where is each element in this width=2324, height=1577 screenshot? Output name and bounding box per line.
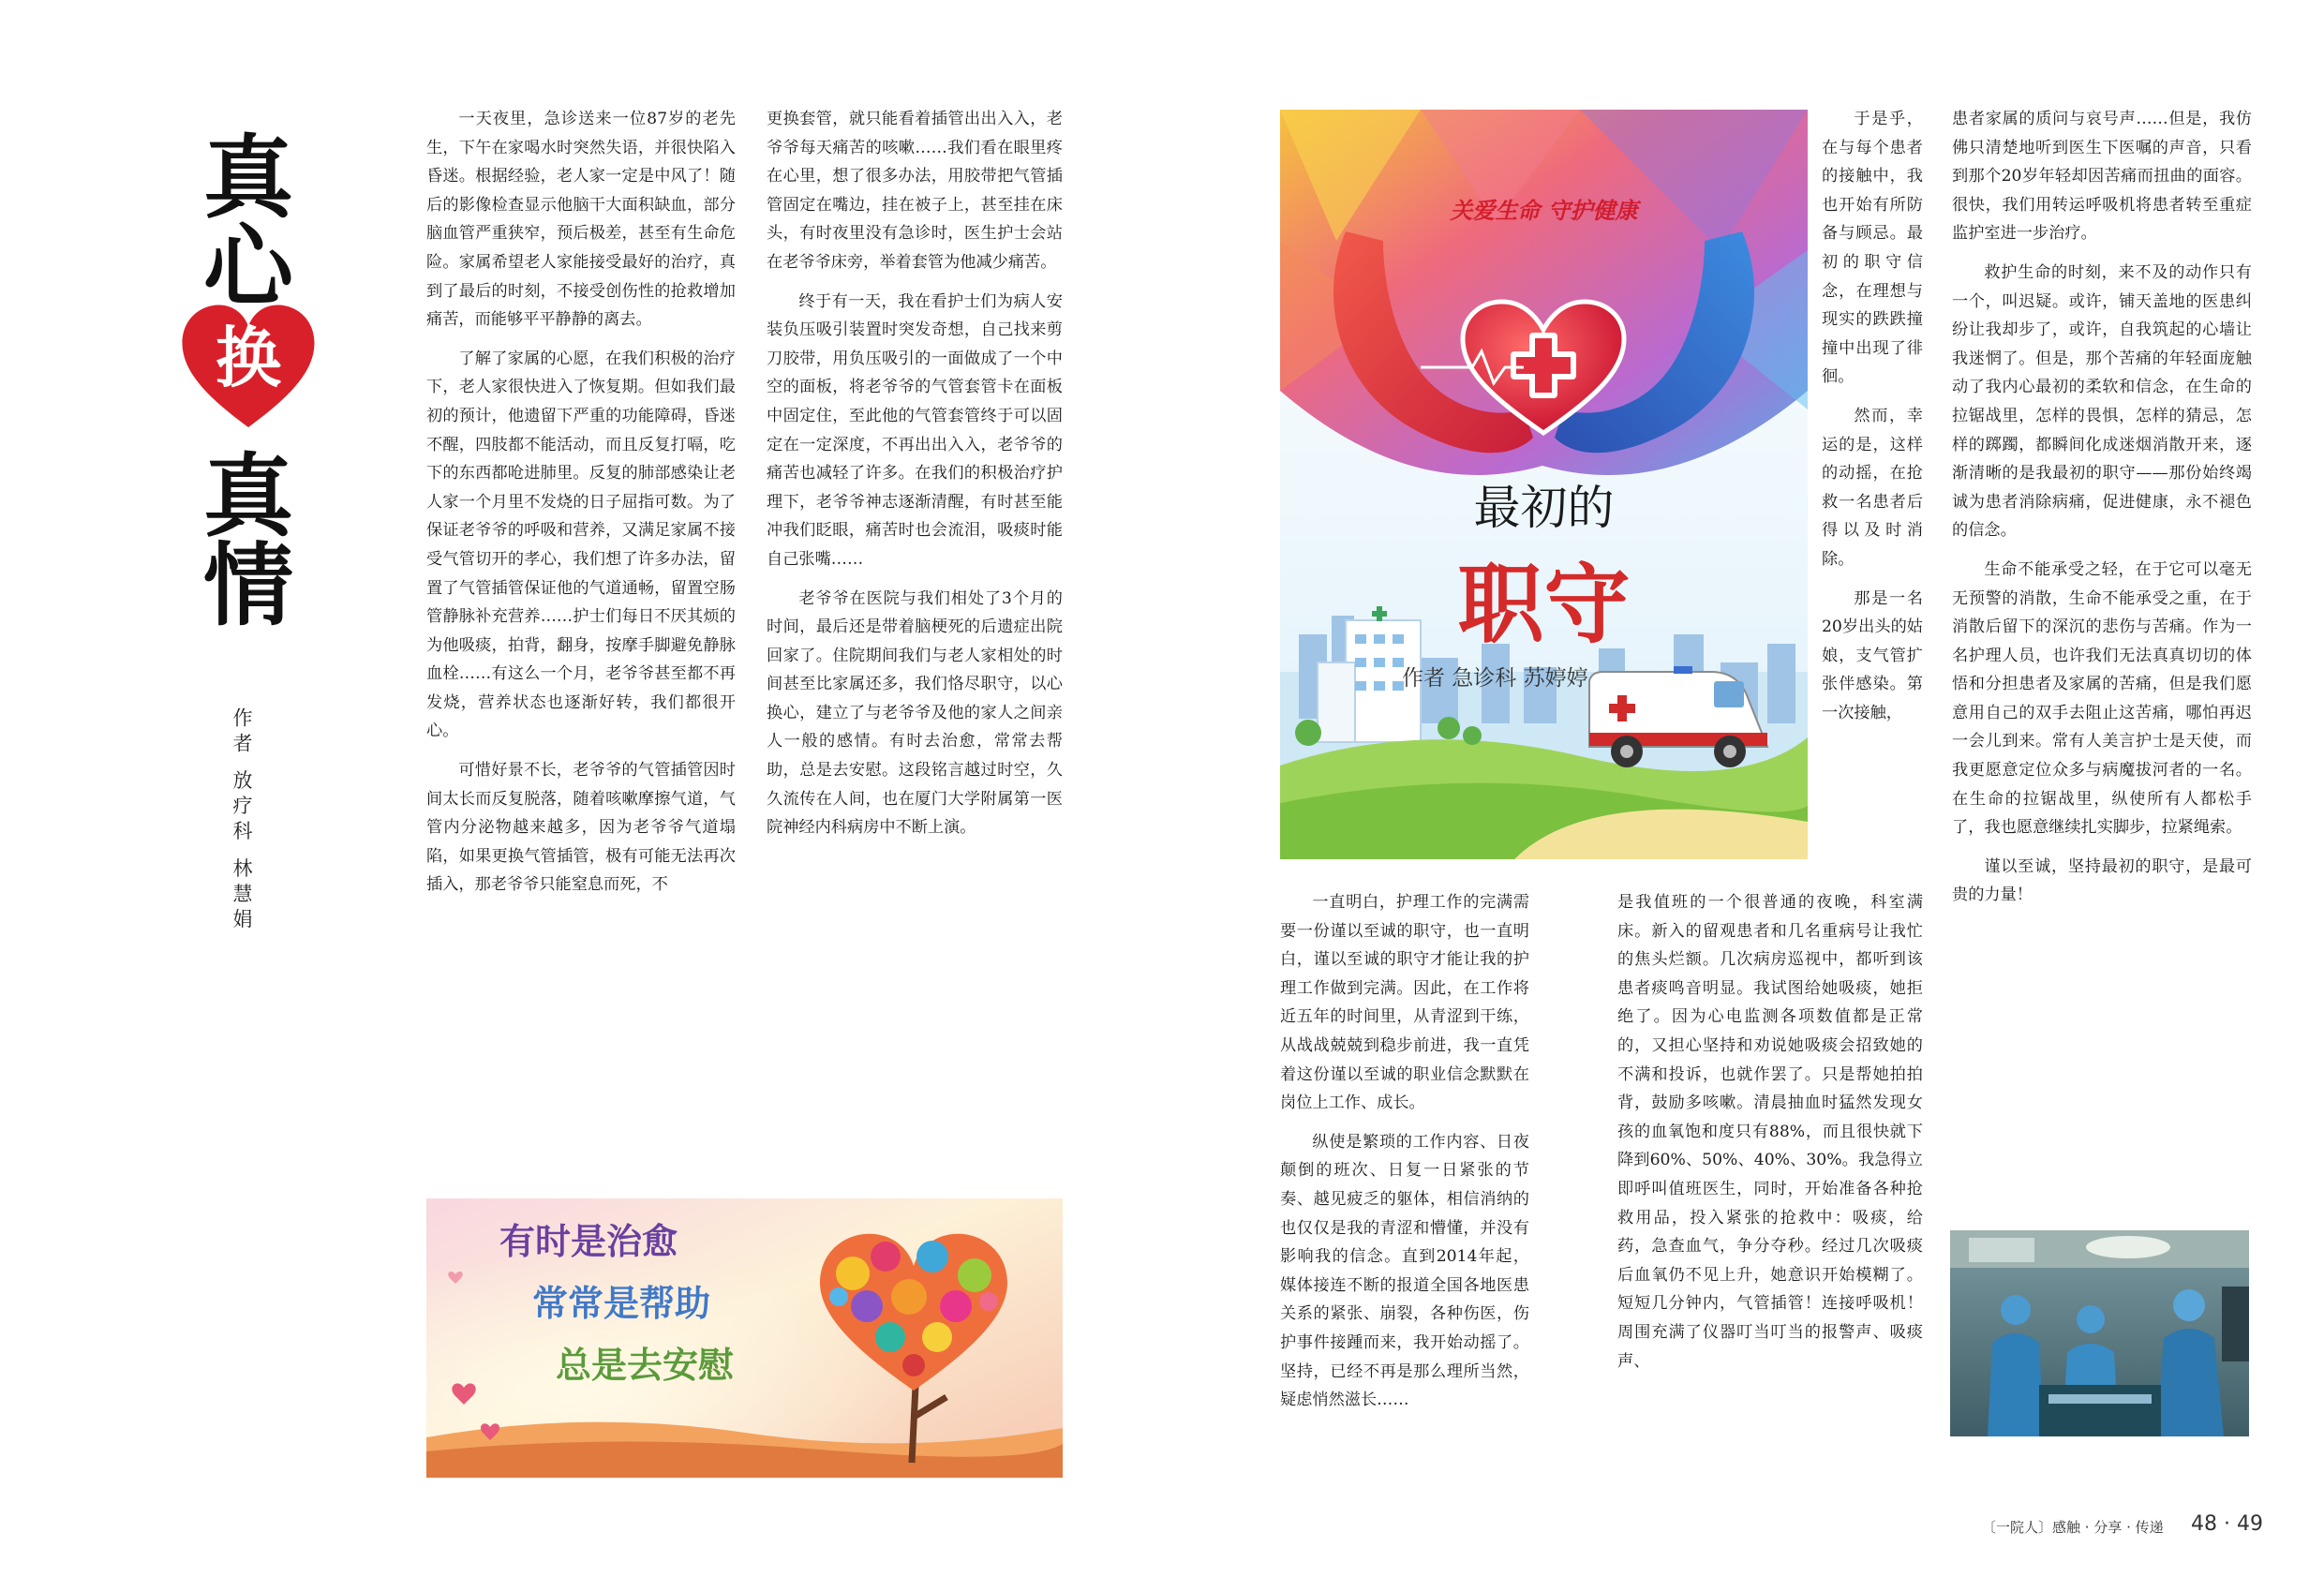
poster-title-line2: 职守: [1457, 554, 1631, 655]
paragraph: 可惜好景不长，老爷爷的气管插管因时间太长而反复脱落，随着咳嗽摩擦气道，气管内分泌物越来越多，因为老爷爷气道塌陷，如果更换气管插管，极有可能无法再次插入，那老爷爷只能窒息而死，不: [426, 761, 736, 895]
quote-banner-image: [426, 1198, 1063, 1478]
poster-slogan: 关爱生命 守护健康: [1450, 198, 1638, 224]
paragraph: 是我值班的一个很普通的夜晚，科室满床。新入的留观患者和几名重病号让我忙的焦头烂额。几次病房巡视中，都听到该患者痰鸣音明显。我试图给她吸痰，她拒绝了。因为心电监测各项数值都是正常的，又担心坚持和劝说她吸痰会招致她的不满和投诉，也就作罢了。只是帮她拍拍背，鼓励多咳嗽。清晨抽血时猛然发现女孩的血氧饱和度只有88%，而且很快就下降到60%、50%、40%、30%。我急得立即呼叫值班医生，同时，开始准备各种抢救用品，投入紧张的抢救中：吸痰，给药，急查血气，争分夺秒。经过几次吸痰后血氧仍不见上升，她意识开始模糊了。短短几分钟内，气管插管！连接呼吸机！周围充满了仪器叮当叮当的报警声、吸痰声、: [1617, 893, 1923, 1371]
poster-byline: 作者 急诊科 苏婷婷: [1402, 666, 1588, 691]
banner-line-3: 总是去安慰: [556, 1344, 735, 1386]
left-column-1: [426, 105, 736, 910]
right-column-b: [1617, 888, 1923, 1386]
title-char-1: 真: [203, 125, 293, 231]
paragraph: 一天夜里，急诊送来一位87岁的老先生，下午在家喝水时突然失语，并很快陷入昏迷。根据经验，老人家一定是中风了！随后的影像检查显示他脑干大面积缺血，部分脑血管严重狭窄，预后极差，甚至有生命危险。家属希望老人家能接受最好的治疗，真到了最后的时刻，不接受创伤性的抢救增加痛苦，而能够平平静静的离去。: [426, 110, 736, 330]
left-byline: 作者 放疗科 林慧娟: [231, 707, 253, 934]
paragraph: 生命不能承受之轻，在于它可以毫无无预警的消散，生命不能承受之重，在于消散后留下的深沉的悲伤与苦痛。作为一名护理人员，也许我们无法真真切切的体悟和分担患者及家属的苦痛，但是我们愿意用自己的双手去阻止这苦痛，哪怕再迟一会儿到来。常有人美言护士是天使，而我更愿意定位众多与病魔拔河者的一名。在生命的拉锯战里，纵使所有人都松手了，我也愿意继续扎实脚步，拉紧绳索。: [1952, 559, 2252, 838]
right-column-c: [1952, 105, 2252, 920]
surgery-photo: [1950, 1230, 2249, 1436]
paragraph: 救护生命的时刻，来不及的动作只有一个，叫迟疑。或许，铺天盖地的医患纠纷让我却步了，或许，自我筑起的心墙让我迷惘了。但是，那个苦痛的年轻面庞触动了我内心最初的柔软和信念，在生命的拉锯战里，怎样的畏惧，怎样的猜忌，怎样的踯躅，都瞬间化成迷烟消散开来，逐渐清晰的是我最初的职守——那份始终竭诚为患者消除病痛，促进健康，永不褪色的信念。: [1952, 262, 2252, 541]
right-narrow-column: [1822, 105, 1923, 737]
paragraph: 了解了家属的心愿，在我们积极的治疗下，老人家很快进入了恢复期。但如我们最初的预计，他遗留下严重的功能障碍，昏迷不醒，四肢都不能活动，而且反复打嗝，吃下的东西都呛进肺里。反复的肺部感染让老人家一个月里不发烧的日子屈指可数。为了保证老爷爷的呼吸和营养，又满足家属不接受气管切开的孝心，我们想了许多办法，留置了气管插管保证他的气道通畅，留置空肠管静脉补充营养……护士们每日不厌其烦的为他吸痰，拍背，翻身，按摩手脚避免静脉血栓……有这么一个月，老爷爷甚至都不再发烧，营养状态也逐渐好转，我们都很开心。: [426, 349, 736, 741]
banner-line-2: 常常是帮助: [532, 1282, 711, 1324]
paragraph: 更换套管，就只能看着插管出出入入，老爷爷每天痛苦的咳嗽……我们看在眼里疼在心里，想了很多办法，用胶带把气管插管固定在嘴边，挂在被子上，甚至挂在床头，有时夜里没有急诊时，医生护士会站在老爷爷床旁，举着套管为他减少痛苦。: [767, 110, 1063, 272]
paragraph: 一直明白，护理工作的完满需要一份谨以至诚的职守，也一直明白，谨以至诚的职守才能让我的护理工作做到完满。因此，在工作将近五年的时间里，从青涩到干练，从战战兢兢到稳步前进，我一直凭着这份谨以至诚的职业信念默默在岗位上工作、成长。: [1280, 893, 1529, 1113]
right-column-a: [1280, 888, 1529, 1425]
title-char-4: 真: [203, 443, 293, 549]
paragraph: 老爷爷在医院与我们相处了3个月的时间，最后还是带着脑梗死的后遗症出院回家了。住院期间我们与老人家相处的时间甚至比家属还多，我们恪尽职守，以心换心，建立了与老爷爷及他的家人之间亲人一般的感情。有时去治愈，常常去帮助，总是去安慰。这段铭言越过时空，久久流传在人间，也在厦门大学附属第一医院神经内科病房中不断上演。: [767, 588, 1063, 838]
paragraph: 纵使是繁琐的工作内容、日夜颠倒的班次、日复一日紧张的节奏、越见疲乏的躯体，相信消纳的也仅仅是我的青涩和懵懂，并没有影响我的信念。直到2014年起，媒体接连不断的报道全国各地医患关系的紧张、崩裂，各种伤医，伤护事件接踵而来，我开始动摇了。坚持，已经不再是那么理所当然，疑虑悄然滋长……: [1280, 1132, 1529, 1410]
footer-section-label: 〔一院人〕感触 · 分享 · 传递: [1982, 1519, 2164, 1536]
banner-line-1: 有时是治愈: [499, 1220, 678, 1262]
poster-image: [1280, 110, 1808, 859]
paragraph: 于是乎，在与每个患者的接触中，我也开始有所防备与顾忌。最初的职守信念，在理想与现实的跌跌撞撞中出现了徘徊。: [1822, 110, 1923, 387]
title-char-5: 情: [203, 532, 293, 638]
paragraph: 然而，幸运的是，这样的动摇，在抢救一名患者后得以及时消除。: [1822, 406, 1923, 569]
title-char-2: 心: [203, 214, 293, 320]
page-numbers: 48 · 49: [2191, 1512, 2263, 1536]
left-column-2: [767, 105, 1063, 853]
poster-title-line1: 最初的: [1473, 481, 1615, 535]
paragraph: 那是一名20岁出头的姑娘，支气管扩张伴感染。第一次接触，: [1822, 588, 1923, 722]
paragraph: 谨以至诚，坚持最初的职守，是最可贵的力量！: [1952, 856, 2252, 905]
paragraph: 终于有一天，我在看护士们为病人安装负压吸引装置时突发奇想，自己找来剪刀胶带，用负压吸引的一面做成了一个中空的面板，将老爷爷的气管套管卡在面板中固定住，至此他的气管套管终于可以固定在一定深度，不再出出入入，老爷爷的痛苦也减轻了许多。在我们的积极治疗护理下，老爷爷神志逐渐清醒，有时甚至能冲我们眨眼，痛苦时也会流泪，吸痰时能自己张嘴……: [767, 291, 1063, 569]
paragraph: 患者家属的质问与哀号声……但是，我仿佛只清楚地听到医生下医嘱的声音，只看到那个20岁年轻却因苦痛而扭曲的面容。很快，我们用转运呼吸机将患者转至重症监护室进一步治疗。: [1952, 110, 2252, 244]
title-char-heart: 换: [216, 319, 281, 396]
